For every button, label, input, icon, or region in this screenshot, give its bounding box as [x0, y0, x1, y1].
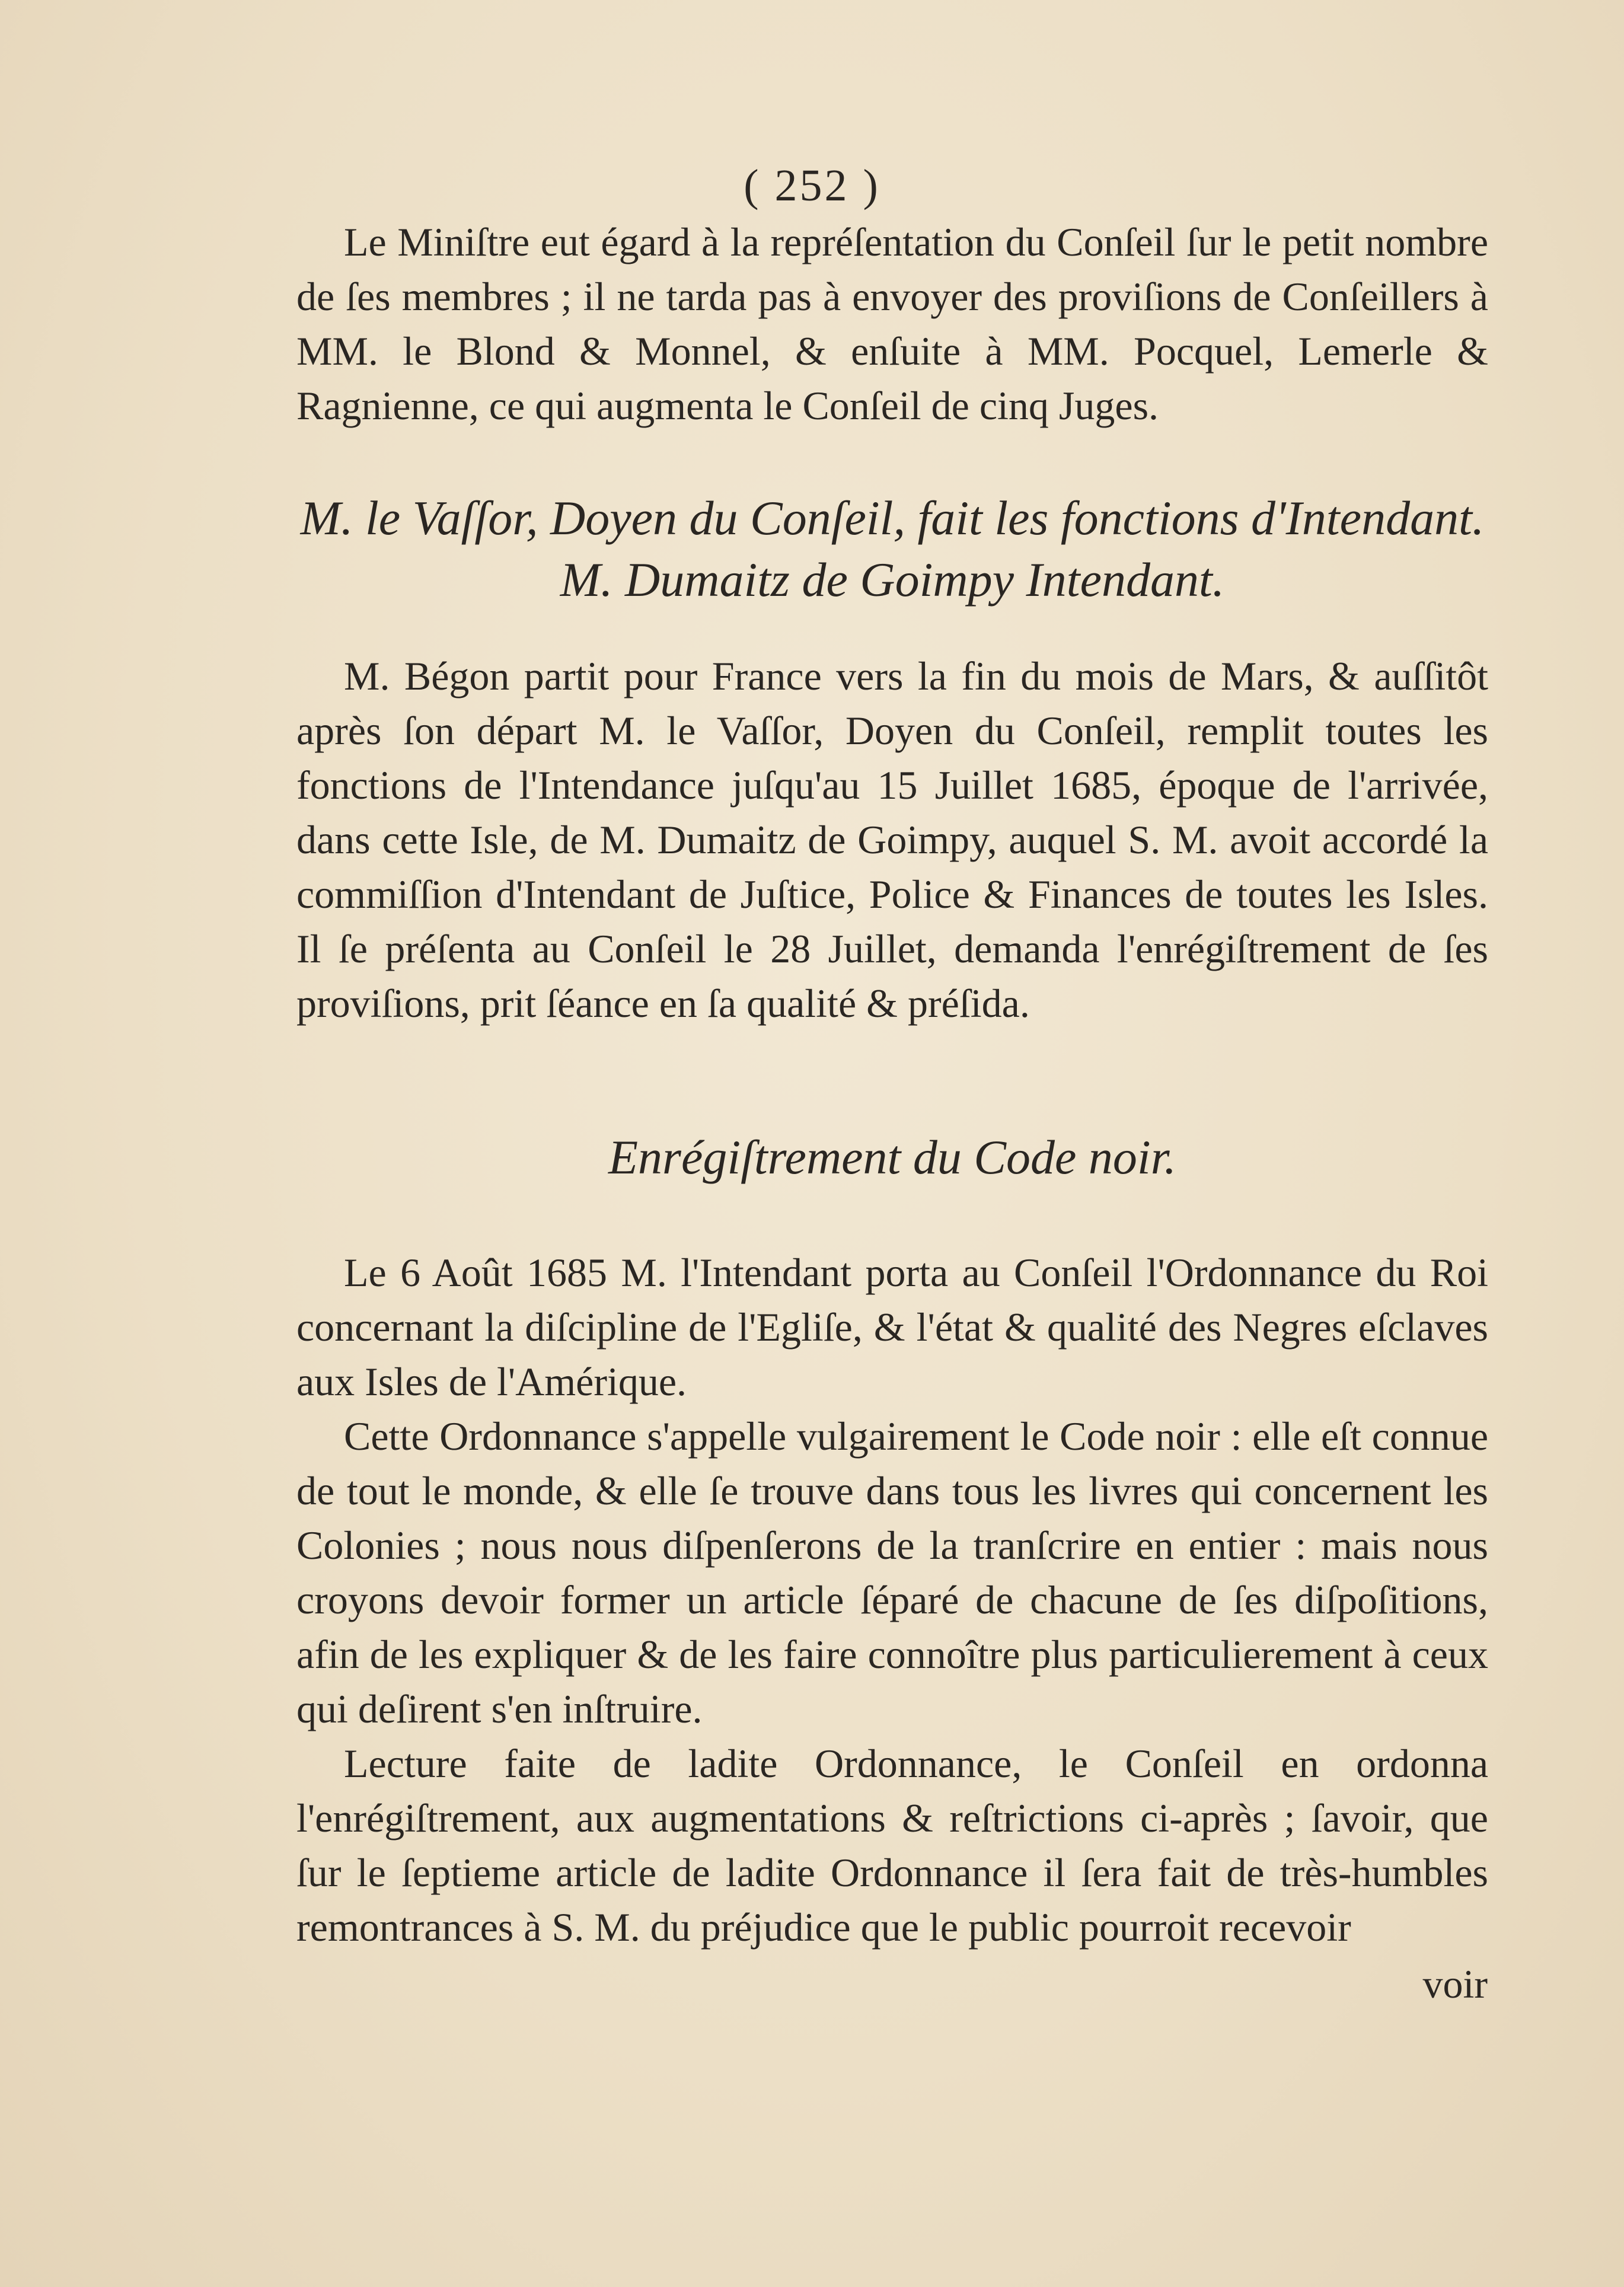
catchword: voir: [1422, 1961, 1488, 2007]
section-paragraph-block: [296, 1245, 1488, 1954]
paragraph-lecture: Lecture faite de ladite Ordonnance, le Conſeil en ordonna l'enrégiſtrement, aux augmentations & reſtrictions ci-après ; ſavoir, que ſur le ſeptieme article de ladite Ordonnance il ſera fait de très-humbles remontrances à S. M. du préjudice que le public pourroit recevoir: [296, 1741, 1488, 1950]
page-number: ( 252 ): [744, 161, 880, 210]
paragraph-begon: M. Bégon partit pour France vers la fin du mois de Mars, & auſſitôt après ſon départ M. le Vaſſor, Doyen du Conſeil, remplit toutes les fonctions de l'Intendance juſqu'au 15 Juillet 1685, époque de l'arrivée, dans cette Isle, de M. Dumaitz de Goimpy, auquel S. M. avoit accordé la commiſſion d'Intendant de Juſtice, Police & Finances de toutes les Isles. Il ſe préſenta au Conſeil le 28 Juillet, demanda l'enrégiſtrement de ſes proviſions, prit ſéance en ſa qualité & préſida.: [296, 653, 1488, 1026]
section-paragraph-block: [296, 649, 1488, 1031]
section-heading-vassor: M. le Vaſſor, Doyen du Conſeil, fait les fonctions d'Intendant. M. Dumaitz de Goimpy Intendant.: [300, 491, 1485, 607]
section-paragraph-block: [296, 215, 1488, 433]
paragraph-ordonnance: Le 6 Août 1685 M. l'Intendant porta au Conſeil l'Ordonnance du Roi concernant la diſcipline de l'Egliſe, & l'état & qualité des Negres eſclaves aux Isles de l'Amérique.: [296, 1250, 1488, 1404]
section-heading-code-noir: Enrégiſtrement du Code noir.: [608, 1130, 1177, 1184]
paragraph-ministre: Le Miniſtre eut égard à la repréſentation du Conſeil ſur le petit nombre de ſes membres ; il ne tarda pas à envoyer des proviſions de Conſeillers à MM. le Blond & Monnel, & enſuite à MM. Pocquel, Lemerle & Ragnienne, ce qui augmenta le Conſeil de cinq Juges.: [296, 219, 1488, 428]
paragraph-code-noir: Cette Ordonnance s'appelle vulgairement le Code noir : elle eſt connue de tout le monde, & elle ſe trouve dans tous les livres qui concernent les Colonies ; nous nous diſpenſerons de la tranſcrire en entier : mais nous croyons devoir former un article ſéparé de chacune de ſes diſpoſitions, afin de les expliquer & de les faire connoître plus particulierement à ceux qui deſirent s'en inſtruire.: [296, 1414, 1488, 1731]
